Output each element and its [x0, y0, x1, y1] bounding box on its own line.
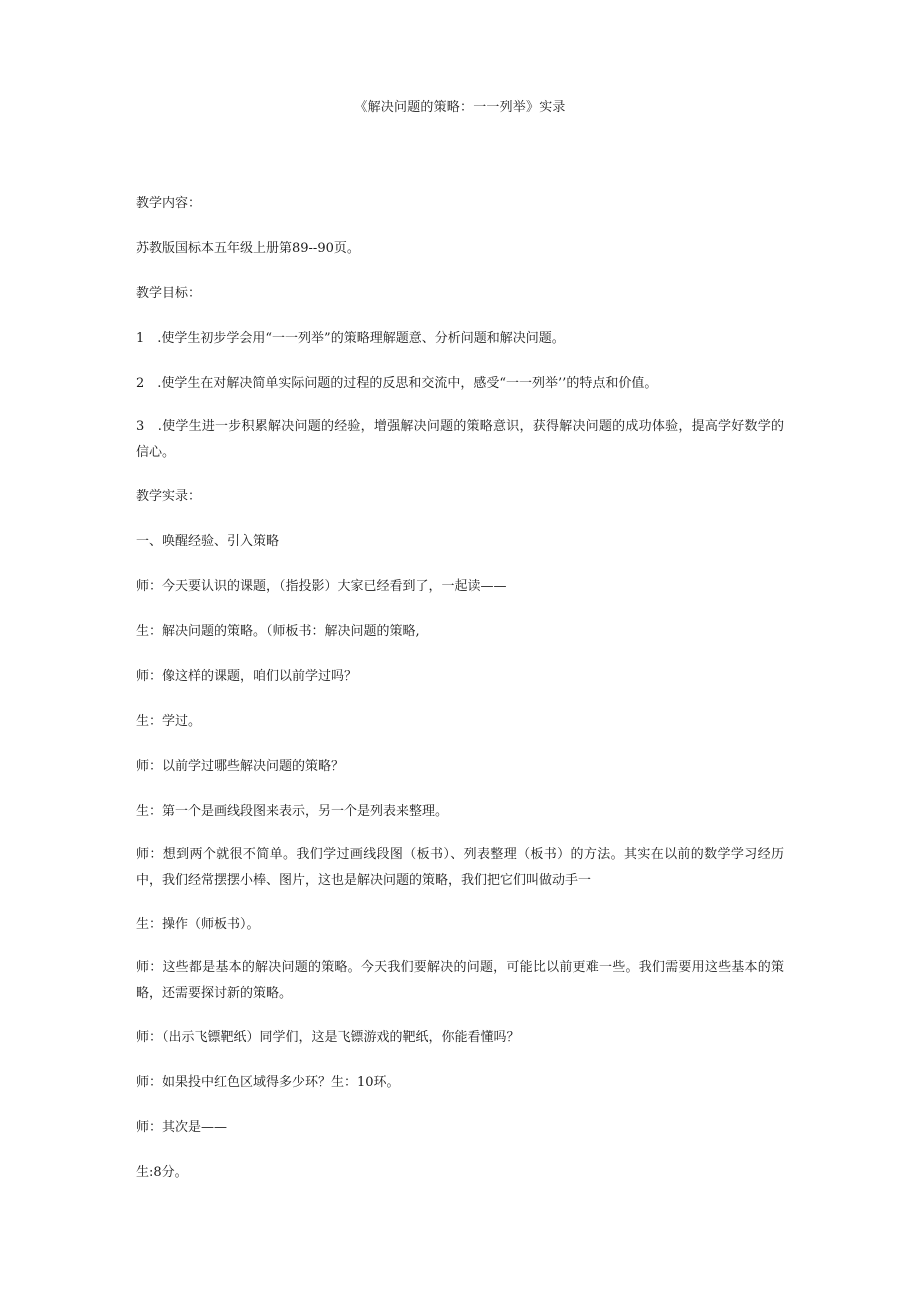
paragraph-goal-1: 1 .使学生初步学会用“一一列举”的策略理解题意、分析问题和解决问题。: [136, 331, 565, 346]
paragraph-dialogue-10: 师：（出示飞镖靶纸）同学们，这是飞镖游戏的靶纸，你能看懂吗？: [136, 1030, 520, 1045]
paragraph-dialogue-5: 师：以前学过哪些解决问题的策略？: [136, 759, 345, 774]
paragraph-dialogue-3: 师：像这样的课题，咱们以前学过吗？: [136, 669, 358, 684]
paragraph-dialogue-11: 师：如果投中红色区域得多少环？生：10环。: [136, 1075, 400, 1090]
document-title: 《解决问题的策略：一一列举》实录: [354, 100, 566, 115]
paragraph-section-1-heading: 一、唤醒经验、引入策略: [136, 534, 280, 549]
paragraph-dialogue-6: 生：第一个是画线段图来表示，另一个是列表来整理。: [136, 804, 449, 819]
paragraph-goal-3: 3 .使学生进一步积累解决问题的经验，增强解决问题的策略意识，获得解决问题的成功体验，提高学好数学的信心。: [136, 419, 784, 460]
paragraph-teaching-record-heading: 教学实录：: [136, 489, 202, 504]
paragraph-goal-2: 2 .使学生在对解决简单实际问题的过程的反思和交流中，感受“一一列举’’的特点和价值。: [136, 376, 658, 391]
paragraph-dialogue-1: 师：今天要认识的课题，（指投影）大家已经看到了，一起读——: [136, 579, 507, 594]
paragraph-dialogue-9: 师：这些都是基本的解决问题的策略。今天我们要解决的问题，可能比以前更难一些。我们需要用这些基本的策略，还需要探讨新的策略。: [136, 960, 784, 1001]
paragraph-dialogue-12: 师：其次是——: [136, 1120, 228, 1135]
paragraph-dialogue-4: 生：学过。: [136, 714, 202, 729]
paragraph-teaching-goals-heading: 教学目标：: [136, 286, 202, 301]
paragraph-teaching-content-heading: 教学内容：: [136, 196, 202, 211]
paragraph-textbook-reference: 苏教版国标本五年级上册第89--90页。: [136, 241, 360, 256]
paragraph-dialogue-13: 生:8分。: [136, 1165, 188, 1180]
paragraph-dialogue-7: 师：想到两个就很不简单。我们学过画线段图（板书）、列表整理（板书）的方法。其实在以前的数学学习经历中，我们经常摆摆小棒、图片，这也是解决问题的策略，我们把它们叫做动手一: [136, 847, 784, 888]
paragraph-dialogue-8: 生：操作（师板书）。: [136, 917, 260, 932]
paragraph-dialogue-2: 生：解决问题的策略。（师板书：解决问题的策略,: [136, 624, 420, 639]
